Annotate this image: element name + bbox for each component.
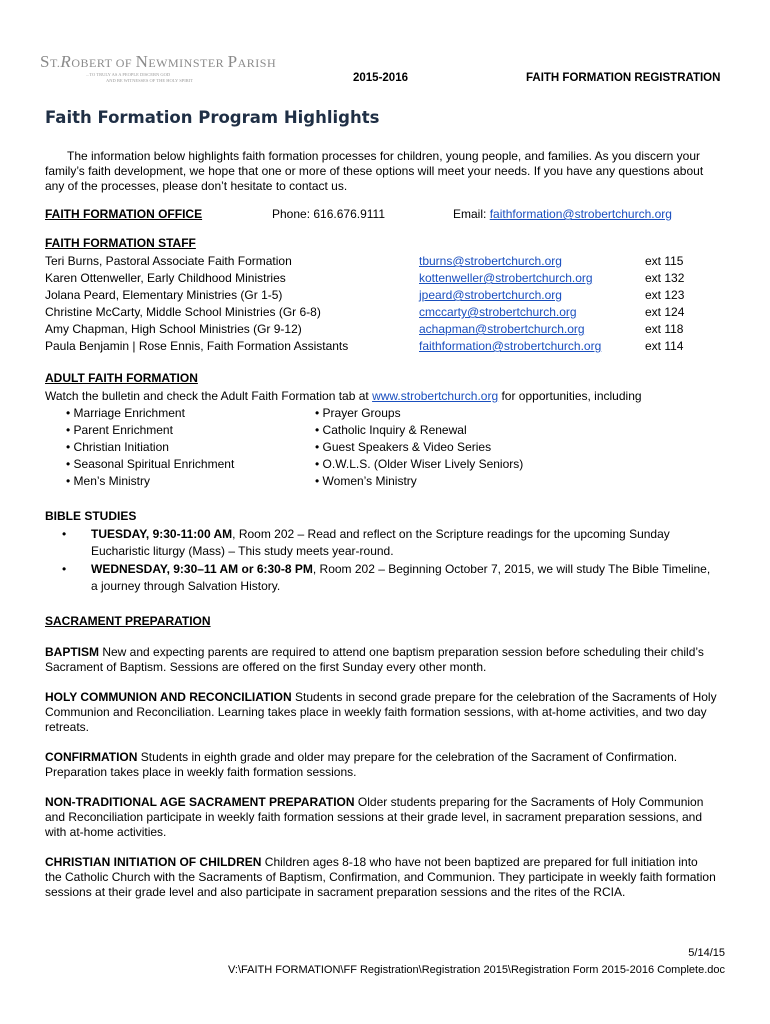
logo-tagline-2: AND BE WITNESSES OF THE HOLY SPIRIT — [106, 78, 193, 83]
office-label: FAITH FORMATION OFFICE — [45, 207, 203, 221]
staff-extension: ext 124 — [645, 305, 685, 319]
communion-paragraph: HOLY COMMUNION AND RECONCILIATION Students in second grade prepare for the celebration of the Sacraments of Holy Communion and Reconciliation. Learning takes place in weekly faith formation sessions, with at-home activities, and two day retreats. — [45, 690, 717, 734]
staff-name: Jolana Peard, Elementary Ministries (Gr 1-5) — [45, 288, 283, 302]
header-title: FAITH FORMATION REGISTRATION — [526, 72, 721, 84]
header-year: 2015-2016 — [353, 72, 408, 84]
adult-opportunity-item: • Men’s Ministry — [66, 474, 150, 488]
staff-extension: ext 115 — [645, 254, 684, 268]
office-phone: Phone: 616.676.9111 — [272, 207, 385, 221]
page-title: Faith Formation Program Highlights — [45, 108, 380, 127]
adult-opportunity-item: • Christian Initiation — [66, 440, 169, 454]
staff-extension: ext 132 — [645, 271, 685, 285]
staff-name: Karen Ottenweller, Early Childhood Ministries — [45, 271, 286, 285]
adult-opportunity-item: • Women’s Ministry — [315, 474, 417, 488]
staff-name: Paula Benjamin | Rose Ennis, Faith Formation Assistants — [45, 339, 349, 353]
staff-extension: ext 114 — [645, 339, 684, 353]
adult-opportunity-item: • Guest Speakers & Video Series — [315, 440, 492, 454]
staff-name: Amy Chapman, High School Ministries (Gr 9-12) — [45, 322, 302, 336]
staff-name: Christine McCarty, Middle School Ministries (Gr 6-8) — [45, 305, 321, 319]
sacrament-heading: SACRAMENT PREPARATION — [45, 614, 211, 628]
adult-heading: ADULT FAITH FORMATION — [45, 371, 198, 385]
footer-date: 5/14/15 — [688, 947, 725, 959]
bible-item: • TUESDAY, 9:30-11:00 AM, Room 202 – Read and reflect on the Scripture readings for the upcoming Sunday Eucharistic liturgy (Mass) – This study meets year-round. — [62, 527, 670, 558]
staff-email-link[interactable]: cmccarty@strobertchurch.org — [419, 305, 577, 319]
staff-extension: ext 118 — [645, 322, 684, 336]
adult-opportunity-item: • Parent Enrichment — [66, 423, 173, 437]
adult-opportunity-item: • Marriage Enrichment — [66, 406, 185, 420]
logo-wordmark: ST.ROBERT OF NEWMINSTER PARISH — [40, 52, 277, 71]
footer-file-path: V:\FAITH FORMATION\FF Registration\Registration 2015\Registration Form 2015-2016 Complete.doc — [227, 964, 725, 976]
intro-paragraph: The information below highlights faith formation processes for children, young people, and families. As you discern your family’s faith development, we hope that one or more of these options will meet your needs. If you have any questions about any of the processes, please don’t hesitate to contact us. — [45, 149, 704, 193]
staff-name: Teri Burns, Pastoral Associate Faith Formation — [45, 254, 292, 268]
non-traditional-paragraph: NON-TRADITIONAL AGE SACRAMENT PREPARATION Older students preparing for the Sacraments of Holy Communion and Reconciliation participate in weekly faith formation sessions at their grade level, in sacrament preparation sessions, and with at-home activities. — [45, 795, 704, 839]
staff-email-link[interactable]: faithformation@strobertchurch.org — [419, 339, 602, 353]
office-email-link[interactable]: faithformation@strobertchurch.org — [489, 207, 672, 221]
adult-opportunity-item: • Seasonal Spiritual Enrichment — [66, 457, 235, 471]
christian-initiation-paragraph: CHRISTIAN INITIATION OF CHILDREN Children ages 8-18 who have not been baptized are prepared for full initiation into the Catholic Church with the Sacraments of Baptism, Confirmation, and Communion. They participate in weekly faith formation sessions at their grade level and also participate in sacrament preparation sessions and the rites of the RCIA. — [45, 855, 716, 899]
staff-email-link[interactable]: tburns@strobertchurch.org — [419, 254, 562, 268]
office-email: Email: faithformation@strobertchurch.org — [453, 207, 672, 221]
logo-tagline-1: ...TO TRULY AS A PEOPLE DISCERN GOD — [86, 72, 171, 77]
adult-intro: Watch the bulletin and check the Adult Faith Formation tab at www.strobertchurch.org for opportunities, including — [45, 389, 642, 403]
confirmation-paragraph: CONFIRMATION Students in eighth grade and older may prepare for the celebration of the Sacrament of Confirmation. Preparation takes place in weekly faith formation sessions. — [45, 750, 678, 779]
bullet: • — [62, 562, 67, 576]
adult-opportunity-item: • Catholic Inquiry & Renewal — [315, 423, 467, 437]
bible-heading: BIBLE STUDIES — [45, 509, 137, 523]
website-link[interactable]: www.strobertchurch.org — [372, 389, 499, 403]
parish-logo — [40, 52, 277, 83]
staff-email-link[interactable]: achapman@strobertchurch.org — [419, 322, 585, 336]
adult-opportunity-item: • O.W.L.S. (Older Wiser Lively Seniors) — [315, 457, 524, 471]
staff-heading: FAITH FORMATION STAFF — [45, 236, 196, 250]
baptism-paragraph: BAPTISM New and expecting parents are required to attend one baptism preparation session before scheduling their child’s Sacrament of Baptism. Sessions are offered on the first Sunday every other month. — [45, 645, 704, 674]
bible-item: • WEDNESDAY, 9:30–11 AM or 6:30-8 PM, Room 202 – Beginning October 7, 2015, we will study The Bible Timeline, a journey through Salvation History. — [62, 562, 711, 593]
adult-opportunity-item: • Prayer Groups — [315, 406, 401, 420]
staff-extension: ext 123 — [645, 288, 685, 302]
staff-email-link[interactable]: kottenweller@strobertchurch.org — [419, 271, 593, 285]
bullet: • — [62, 527, 67, 541]
staff-email-link[interactable]: jpeard@strobertchurch.org — [419, 288, 562, 302]
